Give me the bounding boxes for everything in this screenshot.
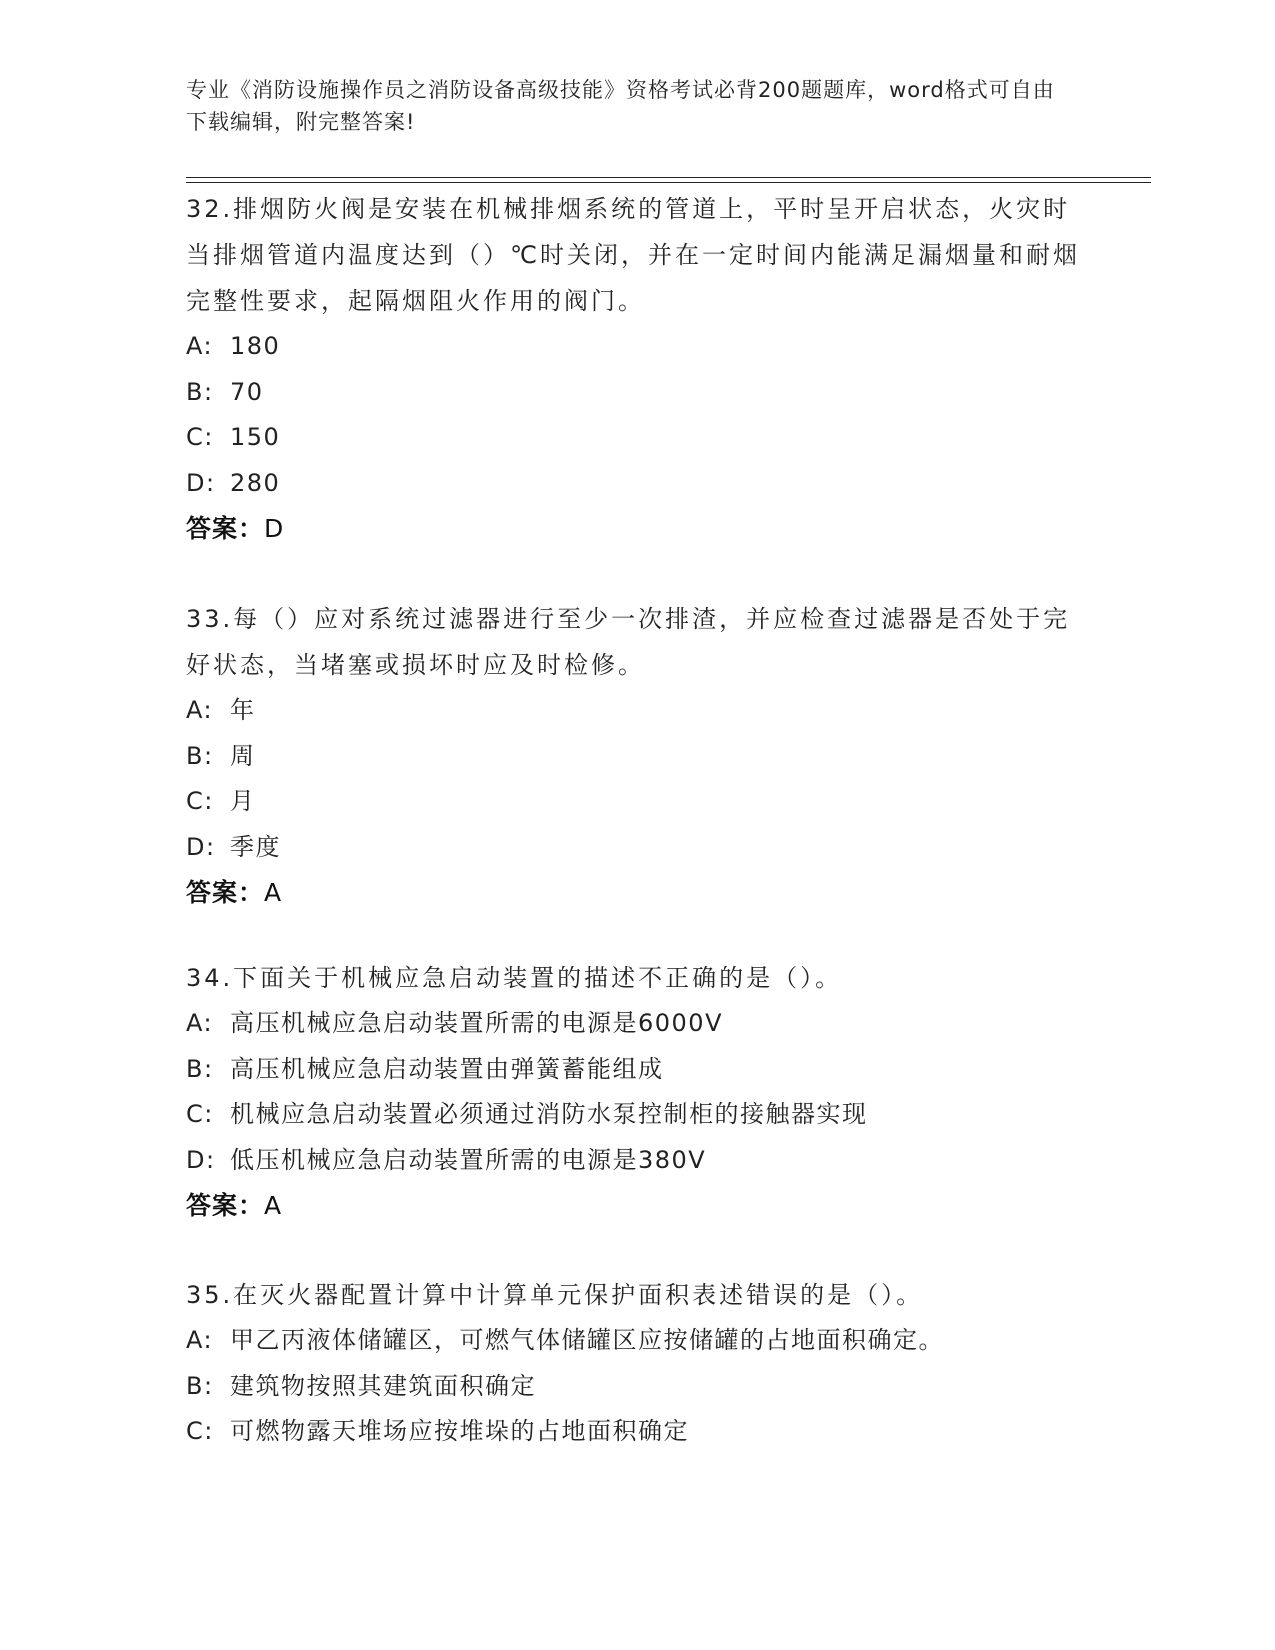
option-text: 周 — [230, 741, 256, 770]
option-letter: C: — [186, 1417, 214, 1445]
answer-line — [186, 1183, 1086, 1229]
option-letter: A: — [186, 332, 214, 360]
option-letter: C: — [186, 787, 214, 815]
option-text: 高压机械应急启动装置所需的电源是6000V — [230, 1009, 723, 1037]
option-b — [186, 370, 1086, 416]
question-stem: 33.每（）应对系统过滤器进行至少一次排渣，并应检查过滤器是否处于完好状态，当堵塞或损坏时应及时检修。 — [186, 605, 1071, 679]
question-32 — [186, 186, 1086, 552]
option-b — [186, 1364, 1086, 1410]
answer-value: A — [264, 1191, 283, 1220]
question-stem: 34.下面关于机械应急启动装置的描述不正确的是（）。 — [186, 964, 843, 992]
option-c — [186, 1092, 1086, 1138]
option-letter: A: — [186, 696, 214, 724]
option-letter: B: — [186, 1054, 214, 1083]
option-letter: D: — [186, 832, 216, 861]
option-a — [186, 1318, 1086, 1364]
document-header: 专业《消防设施操作员之消防设备高级技能》资格考试必背200题题库，word格式可自由下载编辑，附完整答案! — [186, 78, 1055, 134]
question-35 — [186, 1272, 1086, 1455]
option-letter: B: — [186, 377, 214, 406]
option-text: 建筑物按照其建筑面积确定 — [230, 1371, 536, 1400]
answer-label: 答案： — [186, 878, 265, 907]
option-text: 150 — [230, 423, 281, 451]
answer-value: D — [264, 514, 285, 543]
option-b — [186, 1047, 1086, 1093]
option-c — [186, 779, 1086, 825]
option-text: 低压机械应急启动装置所需的电源是380V — [230, 1145, 707, 1174]
option-text: 180 — [230, 332, 281, 360]
option-text: 甲乙丙液体储罐区，可燃气体储罐区应按储罐的占地面积确定。 — [230, 1326, 944, 1354]
option-letter: B: — [186, 741, 214, 770]
question-stem: 32.排烟防火阀是安装在机械排烟系统的管道上，平时呈开启状态，火灾时当排烟管道内温度达到（）℃时关闭，并在一定时间内能满足漏烟量和耐烟完整性要求，起隔烟阻火作用的阀门。 — [186, 195, 1080, 315]
answer-line — [186, 506, 1086, 552]
option-letter: D: — [186, 468, 216, 497]
question-33 — [186, 596, 1086, 916]
question-stem: 35.在灭火器配置计算中计算单元保护面积表述错误的是（）。 — [186, 1281, 924, 1309]
option-a — [186, 1001, 1086, 1047]
option-text: 280 — [230, 468, 281, 497]
header-divider — [186, 177, 1151, 183]
option-text: 月 — [230, 787, 256, 815]
option-letter: C: — [186, 1100, 214, 1128]
option-letter: A: — [186, 1009, 214, 1037]
answer-label: 答案： — [186, 1191, 265, 1220]
option-c — [186, 1409, 1086, 1455]
option-a — [186, 688, 1086, 734]
answer-value: A — [264, 878, 283, 907]
option-text: 可燃物露天堆场应按堆垛的占地面积确定 — [230, 1417, 689, 1445]
option-letter: C: — [186, 423, 214, 451]
option-d — [186, 461, 1086, 507]
option-text: 年 — [230, 696, 256, 724]
option-text: 季度 — [230, 832, 281, 861]
answer-line — [186, 870, 1086, 916]
answer-label: 答案： — [186, 514, 265, 543]
option-b — [186, 734, 1086, 780]
option-d — [186, 825, 1086, 871]
option-d — [186, 1138, 1086, 1184]
option-a — [186, 324, 1086, 370]
option-text: 机械应急启动装置必须通过消防水泵控制柜的接触器实现 — [230, 1100, 868, 1128]
question-34 — [186, 955, 1086, 1229]
option-c — [186, 415, 1086, 461]
option-text: 70 — [230, 377, 264, 406]
option-letter: B: — [186, 1371, 214, 1400]
option-letter: A: — [186, 1326, 214, 1354]
option-text: 高压机械应急启动装置由弹簧蓄能组成 — [230, 1054, 664, 1083]
option-letter: D: — [186, 1145, 216, 1174]
